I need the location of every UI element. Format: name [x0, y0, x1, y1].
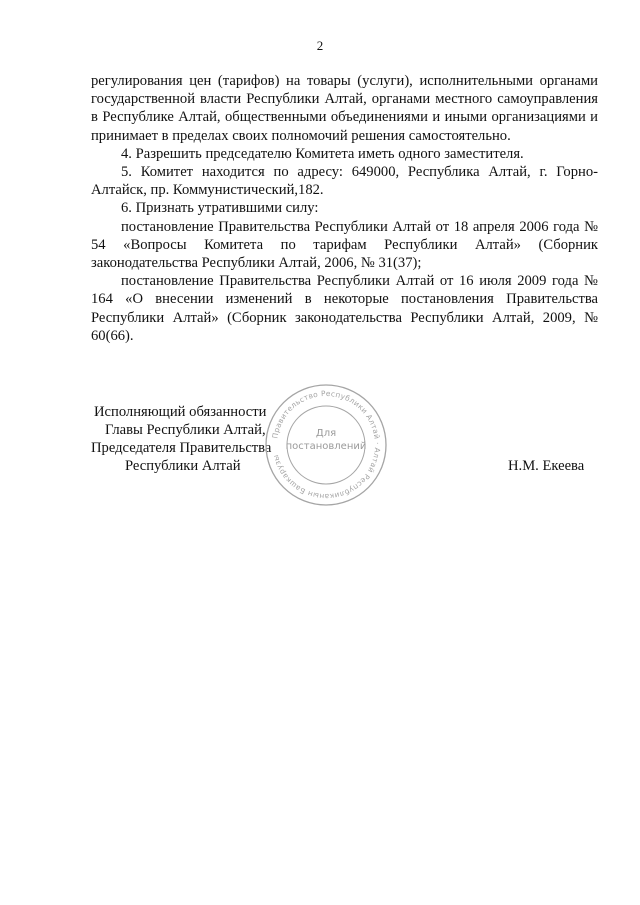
stamp-center-line-2: постановлений	[285, 441, 367, 452]
paragraph-item-6: 6. Признать утратившими силу:	[121, 200, 319, 217]
svg-text:Правительство Республики Алтай: Правительство Республики Алтай · Алтай Республиканын Башкарузы	[270, 388, 383, 502]
document-body	[91, 72, 598, 345]
paragraph-item-4: 4. Разрешить председателю Комитета иметь одного заместителя.	[121, 145, 524, 162]
signatory-name: Н.М. Екеева	[508, 458, 585, 474]
official-stamp	[263, 382, 389, 508]
stamp-center-line-1: Для	[315, 428, 337, 439]
signature-title-line-3: Председателя Правительства	[91, 440, 272, 456]
page-number: 2	[316, 38, 324, 53]
paragraph-continuation: регулирования цен (тарифов) на товары (услуги), исполнительными органами государственной власти Республики Алтай, органами местного самоуправления в Республике Алтай, общественными объединениями и иными организациями и принимает в пределах своих полномочий решения самостоятельно.	[91, 73, 598, 144]
paragraph-item-5: 5. Комитет находится по адресу: 649000, Республика Алтай, г. Горно-Алтайск, пр. Коммунистический,182.	[91, 164, 598, 199]
paragraph-repealed-act-2: постановление Правительства Республики Алтай от 16 июля 2009 года № 164 «О внесении изменений в некоторые постановления Правительства Республики Алтай» (Сборник законодательства Республики Алтай, 2009, № 60(66).	[91, 273, 598, 344]
signature-title-line-4: Республики Алтай	[125, 458, 241, 474]
paragraph-repealed-act-1: постановление Правительства Республики Алтай от 18 апреля 2006 года № 54 «Вопросы Комитета по тарифам Республики Алтай» (Сборник законодательства Республики Алтай, 2006, № 31(37);	[91, 218, 598, 272]
signature-title-line-2: Главы Республики Алтай,	[105, 422, 266, 438]
signature-title-line-1: Исполняющий обязанности	[94, 404, 267, 420]
